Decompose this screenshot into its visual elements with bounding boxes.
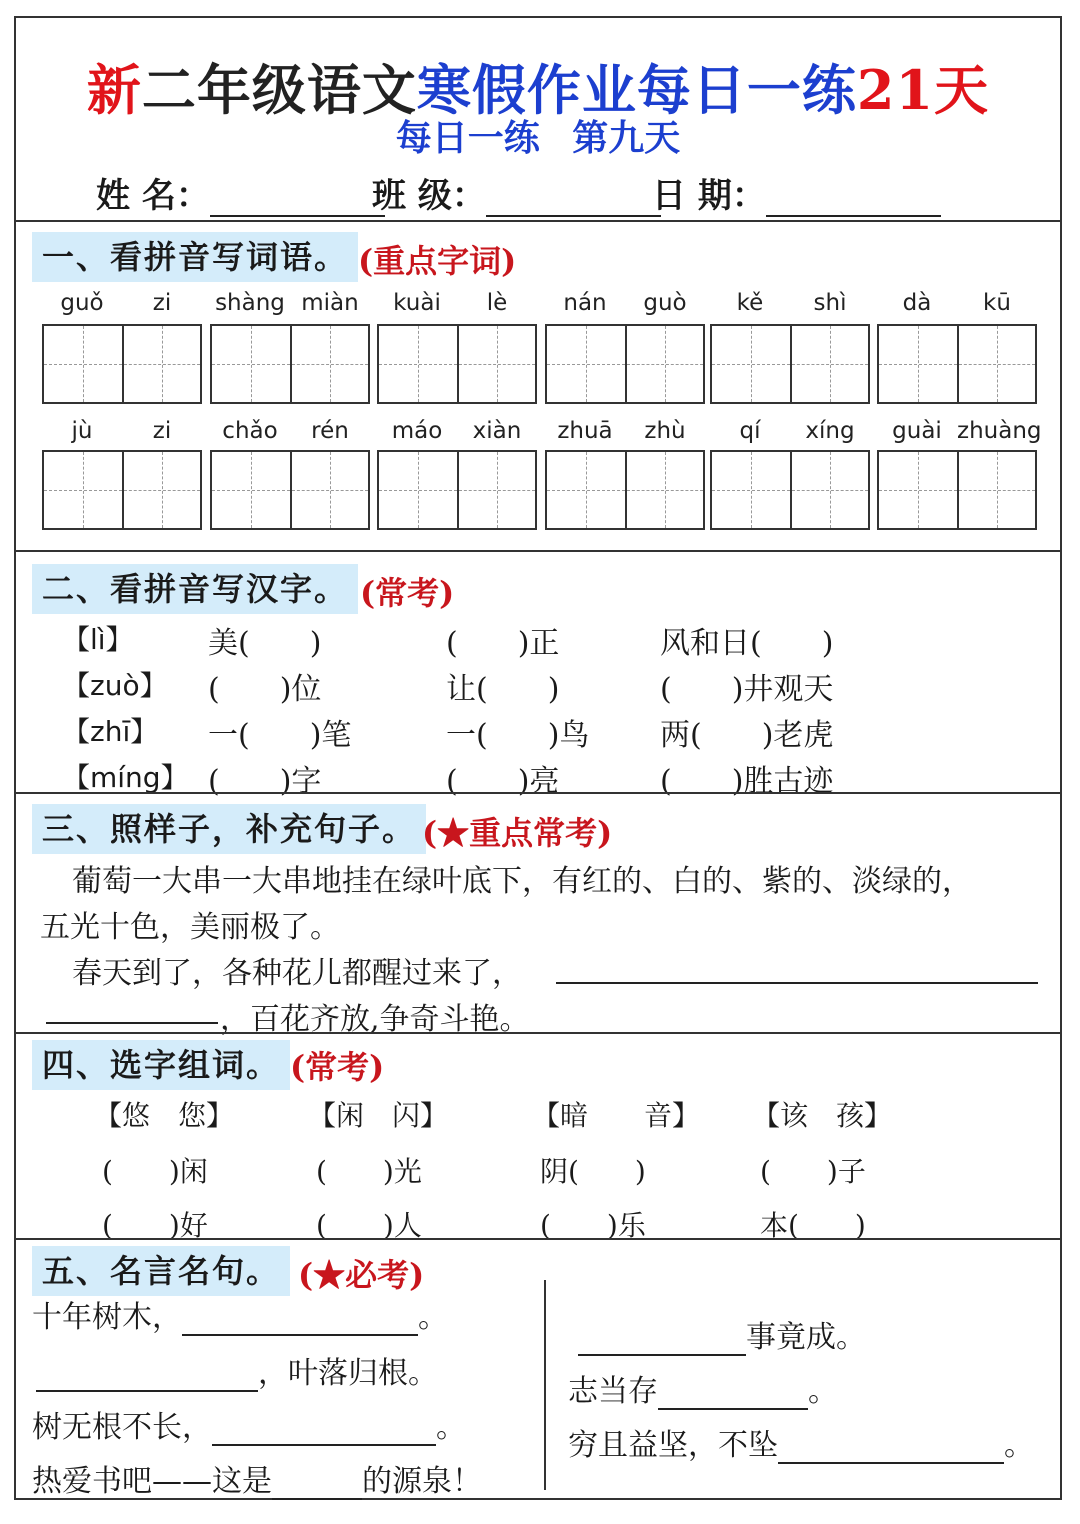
fill-blank-word[interactable]: 一( )笔 [208, 718, 352, 753]
fill-blank-word[interactable]: ( )正 [446, 626, 560, 661]
column-divider [544, 1280, 546, 1490]
writing-grid[interactable] [377, 450, 537, 530]
fill-blank-word[interactable]: ( )井观天 [660, 672, 834, 707]
class-field[interactable]: 班 级： [372, 168, 661, 217]
writing-cell[interactable] [625, 452, 703, 528]
writing-cell[interactable] [44, 452, 122, 528]
pinyin-label: kě [736, 290, 764, 316]
writing-grid[interactable] [545, 450, 705, 530]
section4-title: 四、选字组词。 [32, 1040, 290, 1090]
pinyin-label: guǒ [60, 290, 104, 316]
writing-cell[interactable] [547, 452, 625, 528]
writing-grid[interactable] [710, 324, 870, 404]
answer-line[interactable] [36, 1362, 258, 1392]
pinyin-label: miàn [301, 290, 359, 316]
fill-blank-word[interactable]: 一( )鸟 [446, 718, 590, 753]
example-sentence-line2: 五光十色，美丽极了。 [40, 910, 340, 945]
date-field[interactable]: 日 期： [652, 168, 941, 217]
char-pair: 【闲 闪】 [308, 1099, 449, 1132]
fill-blank-word[interactable]: ( )好 [102, 1209, 208, 1242]
worksheet-subtitle: 每日一练 第九天 [395, 117, 681, 159]
answer-line[interactable] [778, 1434, 1004, 1464]
answer-line[interactable] [556, 982, 1038, 984]
writing-grid[interactable] [210, 324, 370, 404]
writing-cell[interactable] [212, 452, 290, 528]
fill-blank-word[interactable]: 本( ) [760, 1209, 866, 1242]
fill-blank-word[interactable]: 风和日( ) [660, 626, 834, 661]
section3-title: 三、照样子，补充句子。 [32, 804, 426, 854]
fill-blank-word[interactable]: ( )子 [760, 1155, 866, 1188]
pinyin-label: jù [71, 418, 93, 444]
pinyin-label: chǎo [222, 418, 278, 444]
pinyin-label: lè [486, 290, 508, 316]
pinyin-label: shàng [215, 290, 285, 316]
pinyin-label: guò [643, 290, 687, 316]
name-field[interactable]: 姓 名： [96, 168, 385, 217]
pinyin-label: xiàn [472, 418, 522, 444]
divider [16, 1032, 1060, 1034]
fill-blank-word[interactable]: ( )乐 [540, 1209, 646, 1242]
section2-title: 二、看拼音写汉字。 [32, 564, 358, 614]
fill-blank-word[interactable]: ( )胜古迹 [660, 764, 834, 799]
fill-blank-word[interactable]: ( )闲 [102, 1155, 208, 1188]
writing-cell[interactable] [712, 452, 790, 528]
pinyin-label: dà [902, 290, 932, 316]
pinyin-label: rén [311, 418, 349, 444]
fill-blank-word[interactable]: ( )亮 [446, 764, 560, 799]
quote-left-4: 热爱书吧——这是 的源泉！ [32, 1464, 482, 1499]
worksheet-page [14, 16, 1062, 1500]
answer-line[interactable] [182, 1306, 418, 1336]
writing-cell[interactable] [457, 326, 535, 402]
char-pair: 【该 孩】 [752, 1099, 893, 1132]
writing-grid[interactable] [42, 450, 202, 530]
section3-note: (★重点常考) [422, 814, 613, 852]
writing-cell[interactable] [457, 452, 535, 528]
pinyin-label: zhuàng [957, 418, 1042, 444]
answer-line[interactable] [46, 1022, 218, 1024]
writing-cell[interactable] [879, 452, 957, 528]
section5-title: 五、名言名句。 [32, 1246, 290, 1296]
fill-blank-word[interactable]: 阴( ) [540, 1155, 646, 1188]
fill-blank-word[interactable]: 两( )老虎 [660, 718, 834, 753]
pinyin-key: 【zuò】 [62, 669, 168, 702]
pinyin-key: 【zhī】 [62, 715, 159, 748]
worksheet-title: 新二年级语文寒假作业每日一练21天 [86, 58, 990, 122]
task-sentence-start: 春天到了，各种花儿都醒过来了， [72, 956, 522, 991]
writing-cell[interactable] [625, 326, 703, 402]
fill-blank-word[interactable]: ( )字 [208, 764, 322, 799]
quote-left-3: 树无根不长， 。 [32, 1410, 466, 1445]
writing-grid[interactable] [545, 324, 705, 404]
writing-grid[interactable] [210, 450, 370, 530]
writing-cell[interactable] [44, 326, 122, 402]
writing-cell[interactable] [790, 452, 868, 528]
writing-cell[interactable] [290, 452, 368, 528]
fill-blank-word[interactable]: ( )光 [316, 1155, 422, 1188]
writing-cell[interactable] [290, 326, 368, 402]
pinyin-label: máo [391, 418, 443, 444]
fill-blank-word[interactable]: 美( ) [208, 626, 322, 661]
writing-grid[interactable] [877, 450, 1037, 530]
divider [16, 550, 1060, 552]
writing-cell[interactable] [879, 326, 957, 402]
writing-grid[interactable] [377, 324, 537, 404]
writing-grid[interactable] [877, 324, 1037, 404]
pinyin-key: 【lì】 [62, 623, 134, 656]
divider [16, 220, 1060, 222]
pinyin-label: zi [152, 418, 172, 444]
answer-line[interactable] [212, 1416, 436, 1446]
section5-note: (★必考) [298, 1256, 425, 1294]
char-pair: 【悠 您】 [94, 1099, 235, 1132]
pinyin-label: kuài [393, 290, 441, 316]
example-sentence-line1: 葡萄一大串一大串地挂在绿叶底下，有红的、白的、紫的、淡绿的， [72, 864, 972, 899]
writing-cell[interactable] [957, 326, 1035, 402]
quote-right-1: 事竟成。 [578, 1312, 866, 1356]
fill-blank-word[interactable]: ( )位 [208, 672, 322, 707]
writing-cell[interactable] [957, 452, 1035, 528]
writing-cell[interactable] [122, 326, 200, 402]
writing-cell[interactable] [712, 326, 790, 402]
section4-note: (常考) [290, 1048, 385, 1086]
pinyin-label: zi [152, 290, 172, 316]
section2-note: (常考) [360, 574, 455, 612]
pinyin-label: zhù [644, 418, 686, 444]
answer-line[interactable] [658, 1380, 808, 1410]
writing-cell[interactable] [379, 326, 457, 402]
writing-cell[interactable] [122, 452, 200, 528]
fill-blank-word[interactable]: 让( ) [446, 672, 560, 707]
quote-right-3: 穷且益坚，不坠 。 [568, 1428, 1034, 1463]
pinyin-label: kū [983, 290, 1011, 316]
quote-left-1: 十年树木， 。 [32, 1300, 448, 1335]
pinyin-label: nán [563, 290, 607, 316]
fill-blank-word[interactable]: ( )人 [316, 1209, 422, 1242]
pinyin-label: xíng [805, 418, 855, 444]
pinyin-key: 【míng】 [62, 761, 189, 794]
section1-note: (重点字词) [358, 242, 517, 280]
quote-right-2: 志当存 。 [568, 1374, 838, 1409]
divider [16, 1238, 1060, 1240]
task-sentence-end: ，百花齐放,争奇斗艳。 [220, 1002, 530, 1037]
pinyin-label: shì [813, 290, 847, 316]
char-pair: 【暗 音】 [532, 1099, 701, 1132]
section1-title: 一、看拼音写词语。 [32, 232, 358, 282]
answer-line[interactable] [272, 1470, 362, 1500]
writing-cell[interactable] [547, 326, 625, 402]
pinyin-label: guài [892, 418, 942, 444]
answer-line[interactable] [578, 1326, 746, 1356]
pinyin-label: qí [739, 418, 761, 444]
writing-grid[interactable] [42, 324, 202, 404]
divider [16, 792, 1060, 794]
writing-cell[interactable] [790, 326, 868, 402]
quote-left-2: ，叶落归根。 [36, 1348, 438, 1392]
pinyin-label: zhuā [557, 418, 613, 444]
writing-cell[interactable] [379, 452, 457, 528]
writing-grid[interactable] [710, 450, 870, 530]
writing-cell[interactable] [212, 326, 290, 402]
